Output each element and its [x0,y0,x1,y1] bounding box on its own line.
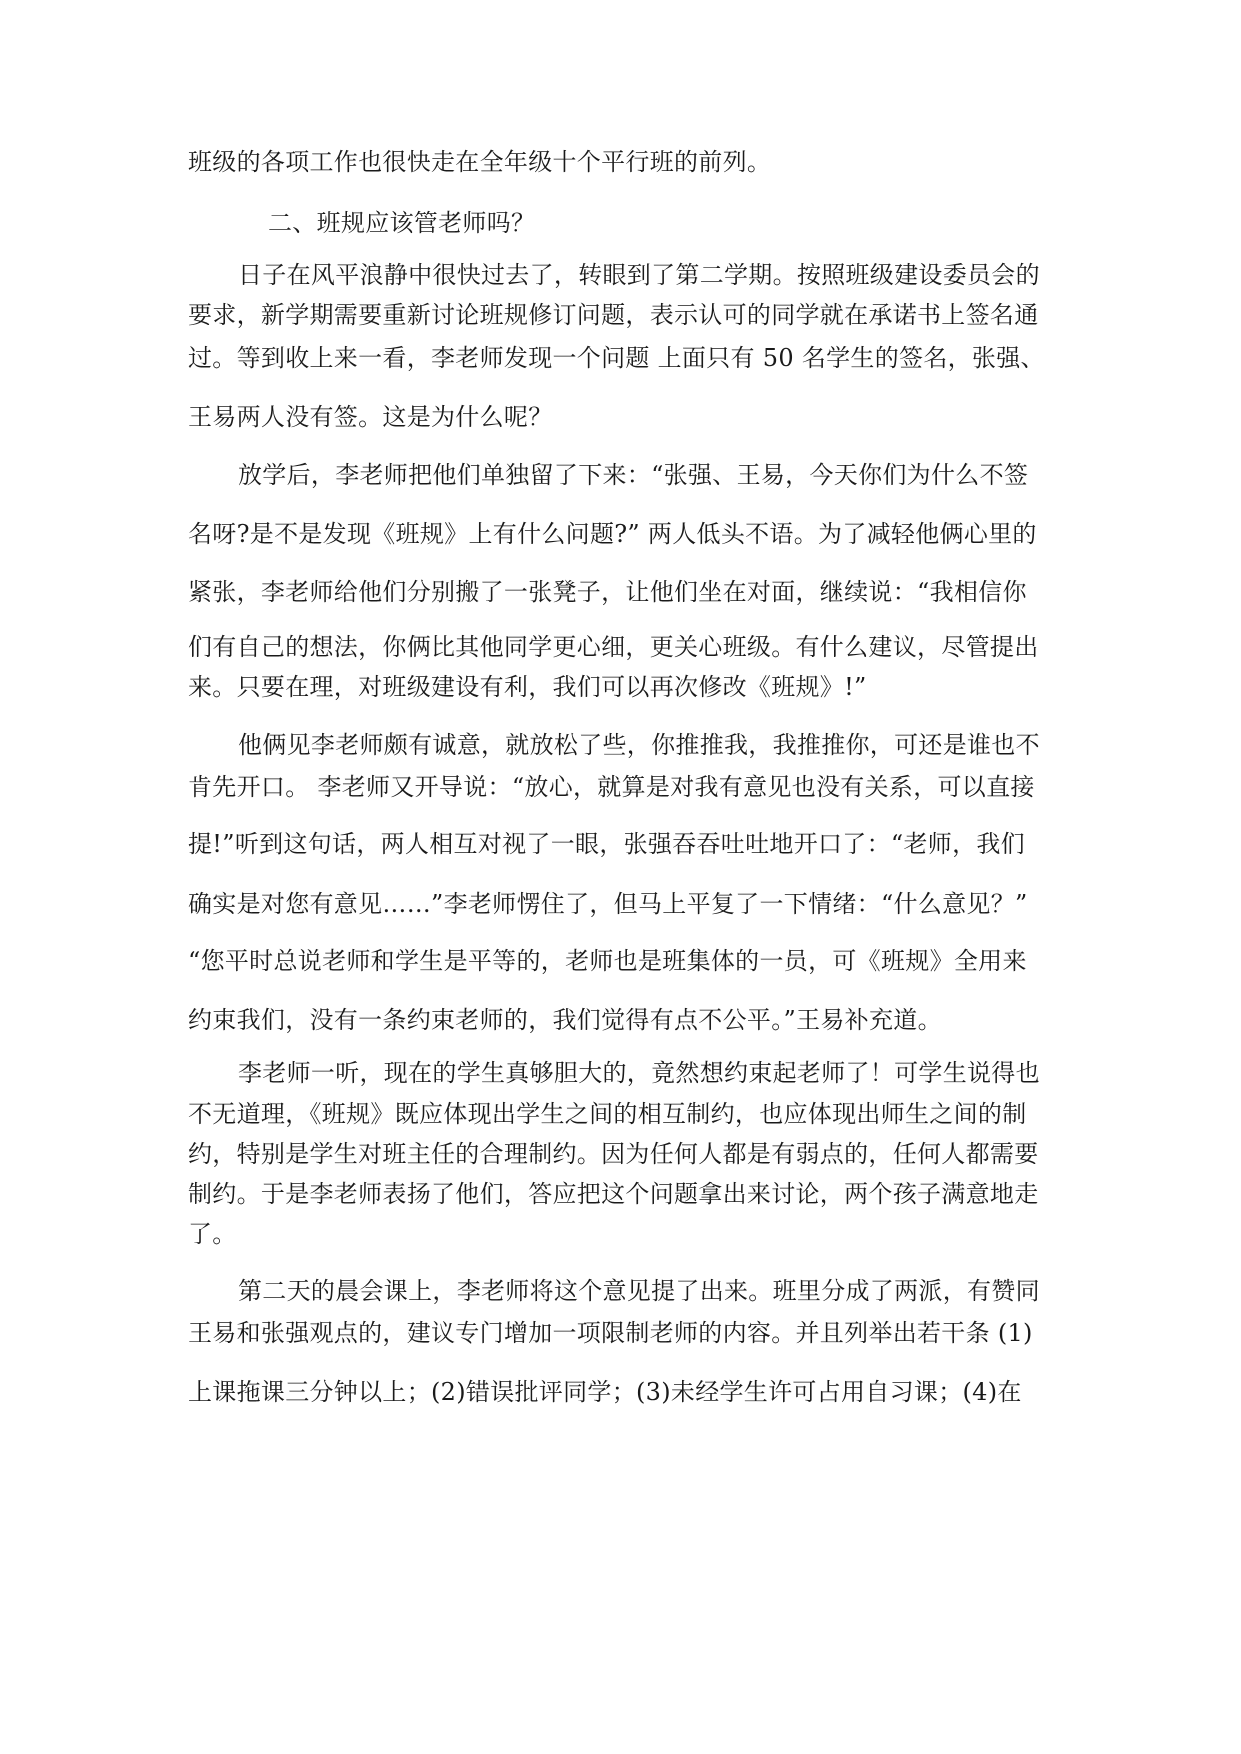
text-line: 过。等到收上来一看，李老师发现一个问题 上面只有 50 名学生的签名，张强、 [188,344,1045,372]
text-line: 紧张，李老师给他们分别搬了一张凳子，让他们坐在对面，继续说：“我相信你 [188,578,1027,606]
text-line: 他俩见李老师颇有诚意，就放松了些，你推推我，我推推你，可还是谁也不 [238,731,1040,759]
text-line: 确实是对您有意见……”李老师愣住了，但马上平复了一下情绪：“什么意见？” [188,890,1028,918]
text-line: 李老师一听，现在的学生真够胆大的，竟然想约束起老师了！可学生说得也 [238,1059,1040,1087]
text-line: 要求，新学期需要重新讨论班规修订问题，表示认可的同学就在承诺书上签名通 [188,301,1039,329]
text-line: 肯先开口。 李老师又开导说：“放心，就算是对我有意见也没有关系，可以直接 [188,773,1035,801]
text-line: 来。只要在理，对班级建设有利，我们可以再次修改《班规》!” [188,673,867,701]
text-line: 第二天的晨会课上，李老师将这个意见提了出来。班里分成了两派，有赞同 [238,1277,1040,1305]
text-line: 名呀?是不是发现《班规》上有什么问题?” 两人低头不语。为了减轻他俩心里的 [188,520,1037,548]
text-line: 提!”听到这句话，两人相互对视了一眼，张强吞吞吐吐地开口了：“老师，我们 [188,830,1025,858]
text-line: 了。 [188,1220,237,1248]
text-line: 不无道理，《班规》既应体现出学生之间的相互制约，也应体现出师生之间的制 [188,1100,1027,1128]
text-line: “您平时总说老师和学生是平等的，老师也是班集体的一员，可《班规》全用来 [188,947,1027,975]
text-line: 们有自己的想法，你俩比其他同学更心细，更关心班级。有什么建议，尽管提出 [188,633,1039,661]
text-line: 约束我们，没有一条约束老师的，我们觉得有点不公平。”王易补充道。 [188,1006,942,1034]
text-line: 日子在风平浪静中很快过去了，转眼到了第二学期。按照班级建设委员会的 [238,261,1040,289]
text-line: 约，特别是学生对班主任的合理制约。因为任何人都是有弱点的，任何人都需要 [188,1140,1039,1168]
text-line: 班级的各项工作也很快走在全年级十个平行班的前列。 [188,148,772,176]
text-line: 王易两人没有签。这是为什么呢？ [188,403,553,431]
text-line: 上课拖课三分钟以上；(2)错误批评同学；(3)未经学生许可占用自习课；(4)在 [188,1378,1022,1406]
text-line: 制约。于是李老师表扬了他们，答应把这个问题拿出来讨论，两个孩子满意地走 [188,1180,1039,1208]
section-heading: 二、班规应该管老师吗？ [268,209,536,237]
text-line: 放学后，李老师把他们单独留了下来：“张强、王易，今天你们为什么不签 [238,461,1029,489]
text-line: 王易和张强观点的，建议专门增加一项限制老师的内容。并且列举出若干条 (1) [188,1319,1033,1347]
